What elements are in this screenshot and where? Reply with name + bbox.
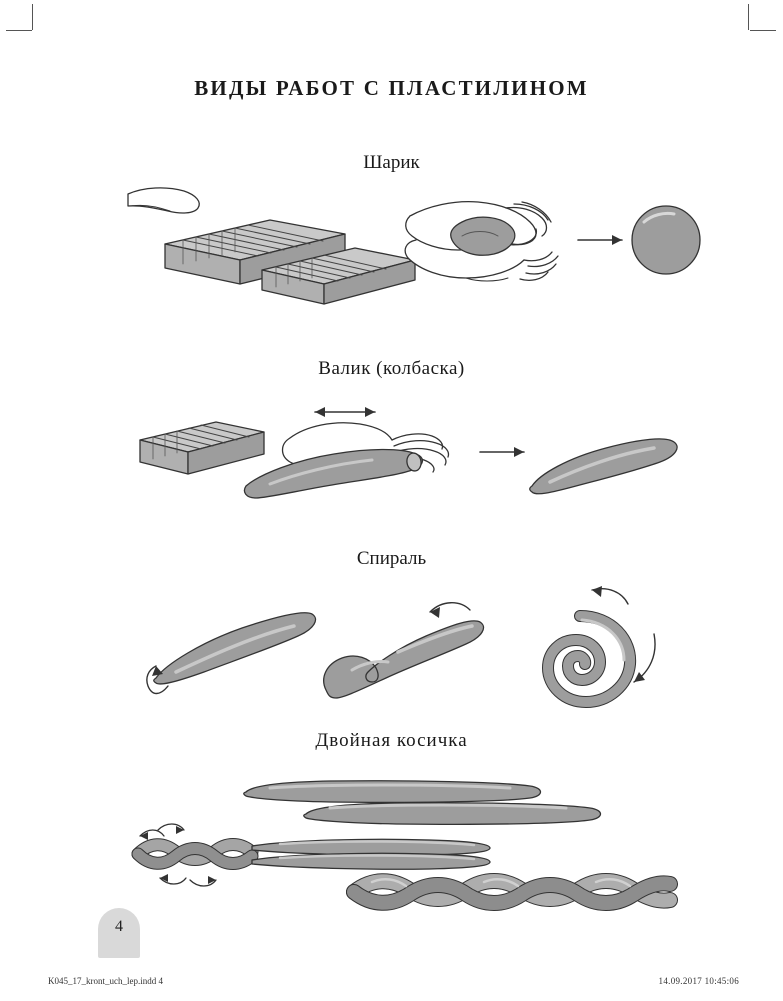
page-title: ВИДЫ РАБОТ С ПЛАСТИЛИНОМ (194, 76, 589, 100)
figure-kosichka (110, 772, 680, 922)
figure-spiral (130, 586, 670, 706)
crop-mark-left-top (6, 30, 32, 31)
page-number: 4 (115, 918, 123, 935)
crop-mark-top-left (32, 4, 33, 30)
section-title-sharik: Шарик (363, 152, 420, 173)
section-title-valik: Валик (колбаска) (318, 358, 465, 379)
footer-timestamp: 14.09.2017 10:45:06 (658, 976, 739, 986)
figure-sharik (110, 178, 690, 318)
section-title-spiral: Спираль (356, 548, 427, 569)
crop-mark-top-right (748, 4, 749, 30)
section-title-kosichka: Двойная косичка (315, 730, 468, 751)
figure-valik (120, 400, 680, 510)
crop-mark-right-top (750, 30, 776, 31)
footer-file-name: K045_17_kront_uch_lep.indd 4 (48, 976, 163, 986)
